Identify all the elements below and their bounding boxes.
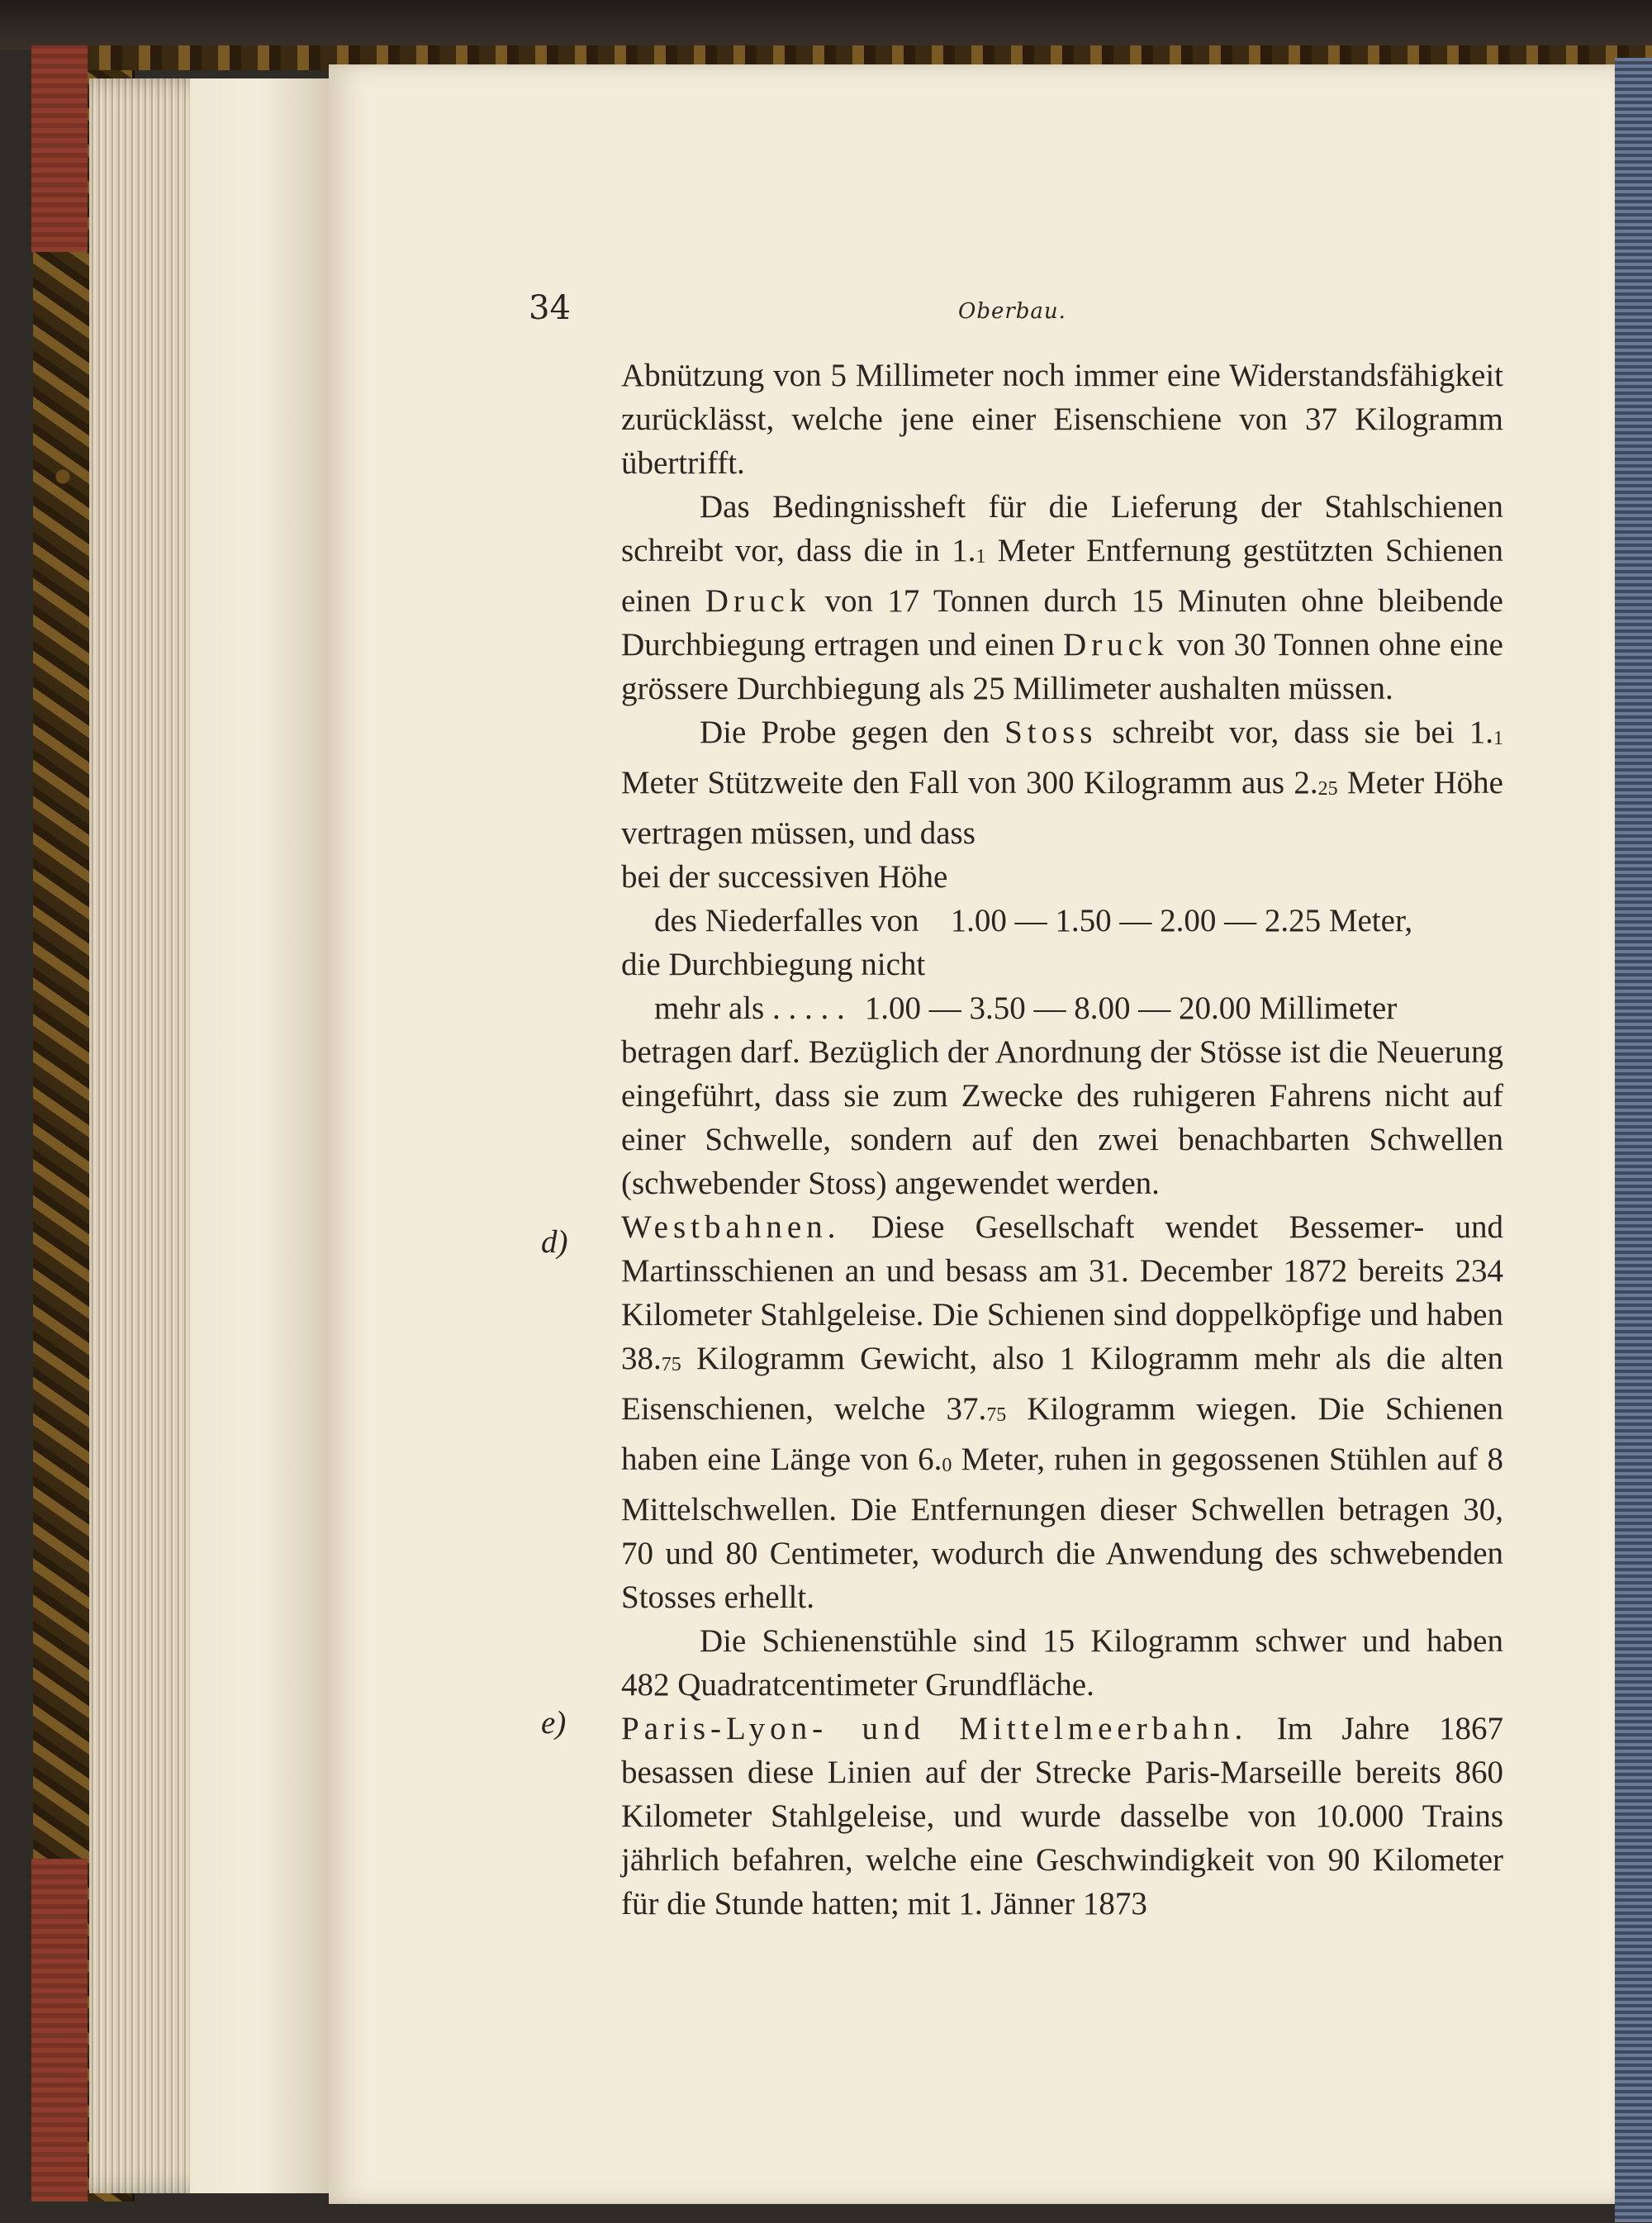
section-d: Westbahnen. Diese Gesellschaft wendet Bessemer- und Martinsschienen an und besass am 31. December 1872 bereits 234 Kilometer Stahlgeleise. Die Schienen sind doppelköpfige und haben 38.75 Kilogramm Gewicht, also 1 Kilogramm mehr als die alten Eisenschienen, welche 37.75 Kilogramm wiegen. Die Schienen haben eine Länge von 6.0 Meter, ruhen in gegossenen Stühlen auf 8 Mittelschwellen. Die Entfernungen dieser Schwellen betragen 30, 70 und 80 Centimeter, wodurch die Anwendung des schwebenden Stosses erhellt. bbox=[621, 1209, 1503, 1615]
paragraph: betragen darf. Bezüglich der Anordnung der Stösse ist die Neuerung eingeführt, dass sie zum Zwecke des ruhigeren Fahrens nicht auf einer Schwelle, sondern auf den zwei benachbarten Schwellen (schwebender Stoss) angewendet werden. bbox=[621, 1034, 1503, 1201]
table-row bbox=[621, 899, 1503, 943]
running-head: Oberbau. bbox=[958, 299, 1066, 324]
right-page-edge bbox=[1615, 58, 1652, 2222]
section-title: Westbahnen. bbox=[621, 1209, 841, 1245]
page-curl bbox=[190, 78, 330, 2193]
paragraph: Die Schienenstühle sind 15 Kilogramm schwer und haben 482 Quadratcentimeter Grundfläche. bbox=[621, 1623, 1503, 1703]
emphasis-spaced: Druck bbox=[1063, 627, 1169, 663]
emphasis-spaced: Druck bbox=[705, 583, 811, 619]
page-number: 34 bbox=[529, 289, 571, 327]
paragraph: Abnützung von 5 Millimeter noch immer eine Widerstandsfähigkeit zurücklässt, welche jene einer Eisenschiene von 37 Kilogramm übertrifft. bbox=[621, 358, 1503, 481]
table-row-label: mehr als . . . . . bbox=[654, 990, 845, 1026]
page-body-text bbox=[621, 354, 1503, 1926]
table-row-values: 1.00 — 1.50 — 2.00 — 2.25 Meter, bbox=[950, 903, 1413, 938]
scan-background bbox=[0, 0, 1652, 50]
book-spine-leather-top bbox=[31, 45, 88, 252]
book-spine-leather-bottom bbox=[31, 1859, 88, 2202]
section-marker-d: d) bbox=[541, 1224, 568, 1260]
paragraph: Die Probe gegen den Stoss schreibt vor, dass sie bei 1.1 Meter Stützweite den Fall von 300 Kilogramm aus 2.25 Meter Höhe vertragen müssen, und dass bbox=[621, 715, 1503, 851]
table-intro: bei der successiven Höhe bbox=[621, 859, 948, 895]
section-title: Paris-Lyon- und Mittelmeerbahn. bbox=[621, 1711, 1248, 1746]
table-row-values: 1.00 — 3.50 — 8.00 — 20.00 Millimeter bbox=[864, 990, 1398, 1026]
emphasis-spaced: Stoss bbox=[1004, 715, 1098, 750]
table-row bbox=[621, 986, 1503, 1030]
table-mid: die Durchbiegung nicht bbox=[621, 947, 926, 982]
section-e: Paris-Lyon- und Mittelmeerbahn. Im Jahre 1867 besassen diese Linien auf der Strecke Paris-Marseille bereits 860 Kilometer Stahlgeleise, und wurde dasselbe von 10.000 Trains jährlich befahren, welche eine Geschwindigkeit von 90 Kilometer für die Stunde hatten; mit 1. Jänner 1873 bbox=[621, 1711, 1504, 1921]
section-marker-e: e) bbox=[541, 1705, 567, 1741]
table-row-label: des Niederfalles von bbox=[654, 903, 919, 938]
paragraph: Das Bedingnissheft für die Lieferung der Stahlschienen schreibt vor, dass die in 1.1 Meter Entfernung gestützten Schienen einen Druck von 17 Tonnen durch 15 Minuten ohne bleibende Durchbiegung ertragen und einen Druck von 30 Tonnen ohne eine grössere Durchbiegung als 25 Millimeter aushalten müssen. bbox=[621, 489, 1503, 706]
